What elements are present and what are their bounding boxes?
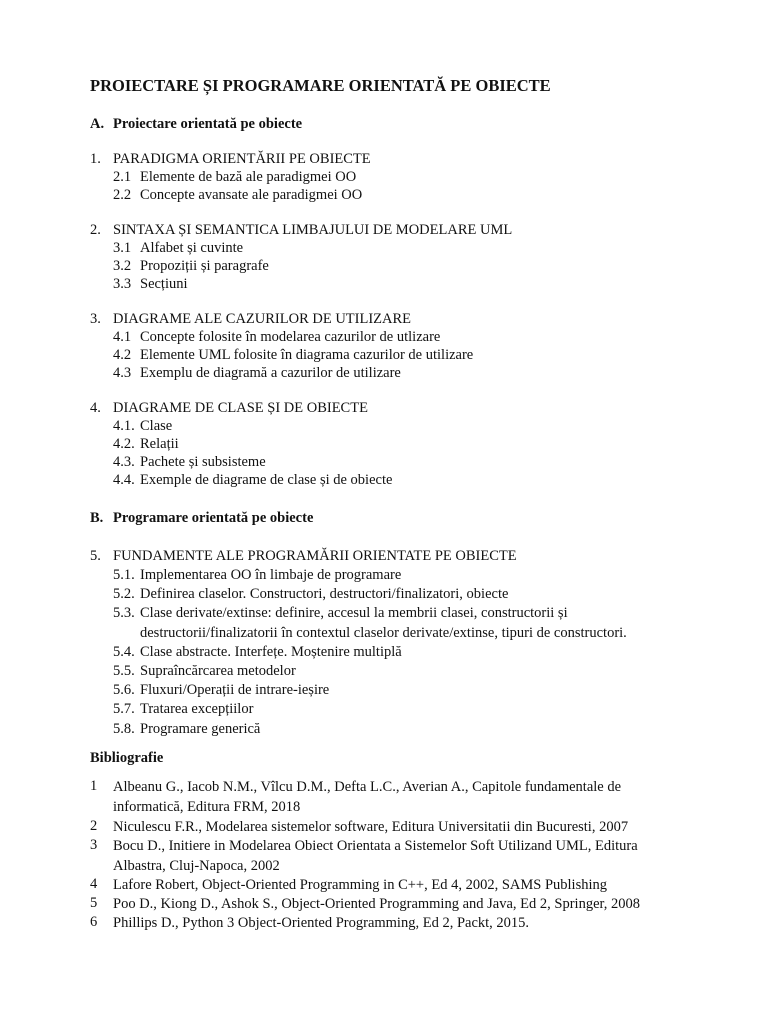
item-number: 4.1 bbox=[113, 329, 132, 345]
chapter-number: 2. bbox=[90, 222, 101, 238]
bibliography-entry bbox=[90, 895, 690, 915]
item-number: 4.3. bbox=[113, 454, 135, 470]
list-item bbox=[113, 186, 362, 204]
entry-text: Lafore Robert, Object-Oriented Programming in C++, Ed 4, 2002, SAMS Publishing bbox=[113, 877, 607, 893]
entry-number: 3 bbox=[90, 837, 98, 853]
item-number: 5.3. bbox=[113, 605, 135, 621]
list-item bbox=[113, 566, 401, 584]
item-number: 4.1. bbox=[113, 418, 135, 434]
list-item bbox=[113, 585, 508, 603]
section-letter: A. bbox=[90, 116, 105, 132]
list-item bbox=[113, 435, 179, 453]
section-label: Programare orientată pe obiecte bbox=[113, 510, 314, 526]
item-label: Tratarea excepțiilor bbox=[140, 701, 254, 717]
item-label: Implementarea OO în limbaje de programare bbox=[140, 567, 402, 583]
item-label: Secțiuni bbox=[140, 276, 188, 292]
item-number: 3.1 bbox=[113, 240, 132, 256]
item-number: 4.3 bbox=[113, 365, 132, 381]
list-item bbox=[113, 275, 188, 293]
chapter-5 bbox=[90, 547, 517, 565]
item-label: Pachete și subsisteme bbox=[140, 454, 266, 470]
item-number: 2.2 bbox=[113, 187, 132, 203]
item-label: Exemplu de diagramă a cazurilor de utilizare bbox=[140, 365, 401, 381]
chapter-3 bbox=[90, 310, 411, 328]
bibliography-entry bbox=[90, 914, 690, 934]
list-item bbox=[113, 417, 172, 435]
item-label: Clase derivate/extinse: definire, accesul la membrii clasei, constructorii și bbox=[140, 605, 568, 621]
bibliography-entry bbox=[90, 778, 690, 817]
list-item bbox=[113, 681, 329, 699]
list-item bbox=[113, 239, 243, 257]
item-number: 5.7. bbox=[113, 701, 135, 717]
chapter-label: DIAGRAME ALE CAZURILOR DE UTILIZARE bbox=[113, 311, 412, 327]
item-number: 5.4. bbox=[113, 644, 135, 660]
entry-text: Phillips D., Python 3 Object-Oriented Programming, Ed 2, Packt, 2015. bbox=[113, 915, 530, 931]
chapter-label: PARADIGMA ORIENTĂRII PE OBIECTE bbox=[113, 151, 371, 167]
bibliography-heading: Bibliografie bbox=[90, 750, 164, 766]
item-label: Supraîncărcarea metodelor bbox=[140, 663, 296, 679]
item-number: 5.5. bbox=[113, 663, 135, 679]
item-label: Clase abstracte. Interfețe. Moștenire multiplă bbox=[140, 644, 402, 660]
chapter-label: SINTAXA ȘI SEMANTICA LIMBAJULUI DE MODELARE UML bbox=[113, 222, 513, 238]
item-label: Alfabet și cuvinte bbox=[140, 240, 244, 256]
entry-text: Bocu D., Initiere in Modelarea Obiect Orientata a Sistemelor Soft Utilizand UML, Editura Albastra, Cluj-Napoca, 2002 bbox=[113, 838, 638, 874]
item-label: Definirea claselor. Constructori, destructori/finalizatori, obiecte bbox=[140, 586, 509, 602]
chapter-label: DIAGRAME DE CLASE ȘI DE OBIECTE bbox=[113, 400, 368, 416]
item-label: Concepte avansate ale paradigmei OO bbox=[140, 187, 363, 203]
item-label: Relații bbox=[140, 436, 179, 452]
item-number: 2.1 bbox=[113, 169, 132, 185]
list-item bbox=[113, 700, 253, 718]
item-number: 5.2. bbox=[113, 586, 135, 602]
list-item bbox=[113, 604, 627, 643]
chapter-4 bbox=[90, 399, 368, 417]
item-number: 4.2. bbox=[113, 436, 135, 452]
chapter-number: 4. bbox=[90, 400, 101, 416]
entry-number: 4 bbox=[90, 876, 98, 892]
list-item bbox=[113, 720, 260, 738]
chapter-2 bbox=[90, 221, 512, 239]
item-label-continuation: destructorii/finalizatorii în contextul claselor derivate/extinse, tipuri de constructori. bbox=[140, 624, 627, 641]
section-a-heading bbox=[90, 116, 302, 133]
list-item bbox=[113, 168, 356, 186]
chapter-number: 1. bbox=[90, 151, 101, 167]
list-item bbox=[113, 662, 296, 680]
entry-text: Niculescu F.R., Modelarea sistemelor software, Editura Universitatii din Bucuresti, 2007 bbox=[113, 819, 629, 835]
item-number: 4.4. bbox=[113, 472, 135, 488]
item-number: 4.2 bbox=[113, 347, 132, 363]
entry-number: 2 bbox=[90, 818, 98, 834]
list-item bbox=[113, 346, 473, 364]
document-title: PROIECTARE ȘI PROGRAMARE ORIENTATĂ PE OBIECTE bbox=[90, 76, 551, 95]
list-item bbox=[113, 471, 392, 489]
chapter-number: 5. bbox=[90, 548, 101, 564]
item-label: Elemente de bază ale paradigmei OO bbox=[140, 169, 357, 185]
list-item bbox=[113, 453, 266, 471]
item-label: Concepte folosite în modelarea cazurilor de utlizare bbox=[140, 329, 441, 345]
entry-number: 5 bbox=[90, 895, 98, 911]
list-item bbox=[113, 257, 269, 275]
entry-text: Poo D., Kiong D., Ashok S., Object-Oriented Programming and Java, Ed 2, Springer, 2008 bbox=[113, 896, 640, 912]
bibliography-entry bbox=[90, 837, 690, 876]
item-number: 5.6. bbox=[113, 682, 135, 698]
section-b-heading bbox=[90, 510, 313, 527]
item-label: Propoziții și paragrafe bbox=[140, 258, 269, 274]
item-number: 5.8. bbox=[113, 721, 135, 737]
section-label: Proiectare orientată pe obiecte bbox=[113, 116, 303, 132]
item-label: Elemente UML folosite în diagrama cazurilor de utilizare bbox=[140, 347, 474, 363]
entry-text: Albeanu G., Iacob N.M., Vîlcu D.M., Defta L.C., Averian A., Capitole fundamentale de informatică, Editura FRM, 2018 bbox=[113, 779, 622, 815]
entry-number: 6 bbox=[90, 914, 98, 930]
item-number: 3.2 bbox=[113, 258, 132, 274]
list-item bbox=[113, 643, 402, 661]
list-item bbox=[113, 364, 401, 382]
section-letter: B. bbox=[90, 510, 104, 526]
chapter-label: FUNDAMENTE ALE PROGRAMĂRII ORIENTATE PE OBIECTE bbox=[113, 548, 517, 564]
bibliography-entry bbox=[90, 876, 690, 896]
item-label: Clase bbox=[140, 418, 173, 434]
item-number: 3.3 bbox=[113, 276, 132, 292]
list-item bbox=[113, 328, 440, 346]
chapter-1 bbox=[90, 150, 371, 168]
chapter-number: 3. bbox=[90, 311, 101, 327]
item-label: Exemple de diagrame de clase și de obiecte bbox=[140, 472, 393, 488]
item-label: Programare generică bbox=[140, 721, 261, 737]
item-number: 5.1. bbox=[113, 567, 135, 583]
entry-number: 1 bbox=[90, 778, 98, 794]
item-label: Fluxuri/Operații de intrare-ieșire bbox=[140, 682, 330, 698]
bibliography-entry bbox=[90, 818, 690, 838]
